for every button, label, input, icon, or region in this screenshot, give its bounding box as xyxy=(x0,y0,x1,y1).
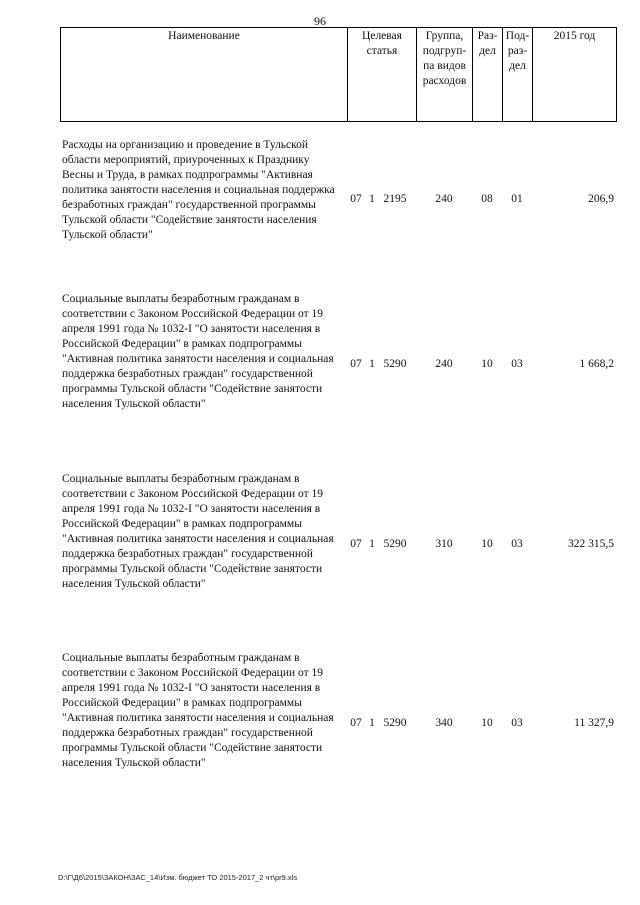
subsection: 03 xyxy=(511,538,523,550)
section: 10 xyxy=(481,717,493,729)
target-code-3: 5290 xyxy=(383,358,407,370)
header-target-article: Целевая статья xyxy=(348,28,417,122)
target-code-2: 1 xyxy=(369,193,375,205)
subsection: 01 xyxy=(511,193,523,205)
amount: 11 327,9 xyxy=(574,717,614,729)
header-name: Наименование xyxy=(61,28,348,122)
header-section: Раз-дел xyxy=(473,28,503,122)
subsection: 03 xyxy=(511,358,523,370)
target-code-1: 07 xyxy=(350,193,362,205)
section: 08 xyxy=(481,193,493,205)
page-number: 96 xyxy=(314,14,326,28)
target-code-1: 07 xyxy=(350,538,362,550)
row-name: Социальные выплаты безработным гражданам в соответствии с Законом Российской Федерации от 19 апреля 1991 года № 1032-I "О занятости населения в Российской Федерации" в рамках подпрограммы "Активная политика занятости населения и социальная поддержка безработных граждан" государственной программы Тульской области "Содействие занятости населения Тульской области" xyxy=(62,473,334,590)
target-code-2: 1 xyxy=(369,717,375,729)
file-path-footer: D:\Г\Д6\2015\ЗАКОН\ЗАС_14\Изм. бюджет ТО 2015-2017_2 чт\pr9.xls xyxy=(58,873,298,882)
expense-group: 340 xyxy=(435,717,453,729)
target-code-2: 1 xyxy=(369,538,375,550)
target-code-3: 5290 xyxy=(383,717,407,729)
target-code-2: 1 xyxy=(369,358,375,370)
amount: 322 315,5 xyxy=(568,538,614,550)
row-name: Социальные выплаты безработным гражданам в соответствии с Законом Российской Федерации от 19 апреля 1991 года № 1032-I "О занятости населения в Российской Федерации" в рамках подпрограммы "Активная политика занятости населения и социальная поддержка безработных граждан" государственной программы Тульской области "Содействие занятости населения Тульской области" xyxy=(62,652,334,769)
amount: 1 668,2 xyxy=(579,358,614,370)
table-header xyxy=(60,27,617,122)
target-code-1: 07 xyxy=(350,358,362,370)
target-code-3: 2195 xyxy=(383,193,407,205)
section: 10 xyxy=(481,358,493,370)
amount: 206,9 xyxy=(588,193,614,205)
expense-group: 310 xyxy=(435,538,453,550)
target-code-3: 5290 xyxy=(383,538,407,550)
section: 10 xyxy=(481,538,493,550)
header-year: 2015 год xyxy=(533,28,617,122)
header-expense-group: Группа, подгруп-па видов расходов xyxy=(417,28,473,122)
row-name: Расходы на организацию и проведение в Тульской области мероприятий, приуроченных к Празднику Весны и Труда, в рамках подпрограммы "Активная политика занятости населения и социальная поддержка безработных граждан" государственной программы Тульской области "Содействие занятости населения Тульской области" xyxy=(62,139,335,241)
subsection: 03 xyxy=(511,717,523,729)
expense-group: 240 xyxy=(435,358,453,370)
target-code-1: 07 xyxy=(350,717,362,729)
row-name: Социальные выплаты безработным гражданам в соответствии с Законом Российской Федерации от 19 апреля 1991 года № 1032-I "О занятости населения в Российской Федерации" в рамках подпрограммы "Активная политика занятости населения и социальная поддержка безработных граждан" государственной программы Тульской области "Содействие занятости населения Тульской области" xyxy=(62,293,334,410)
header-subsection: Под-раз-дел xyxy=(503,28,533,122)
expense-group: 240 xyxy=(435,193,453,205)
